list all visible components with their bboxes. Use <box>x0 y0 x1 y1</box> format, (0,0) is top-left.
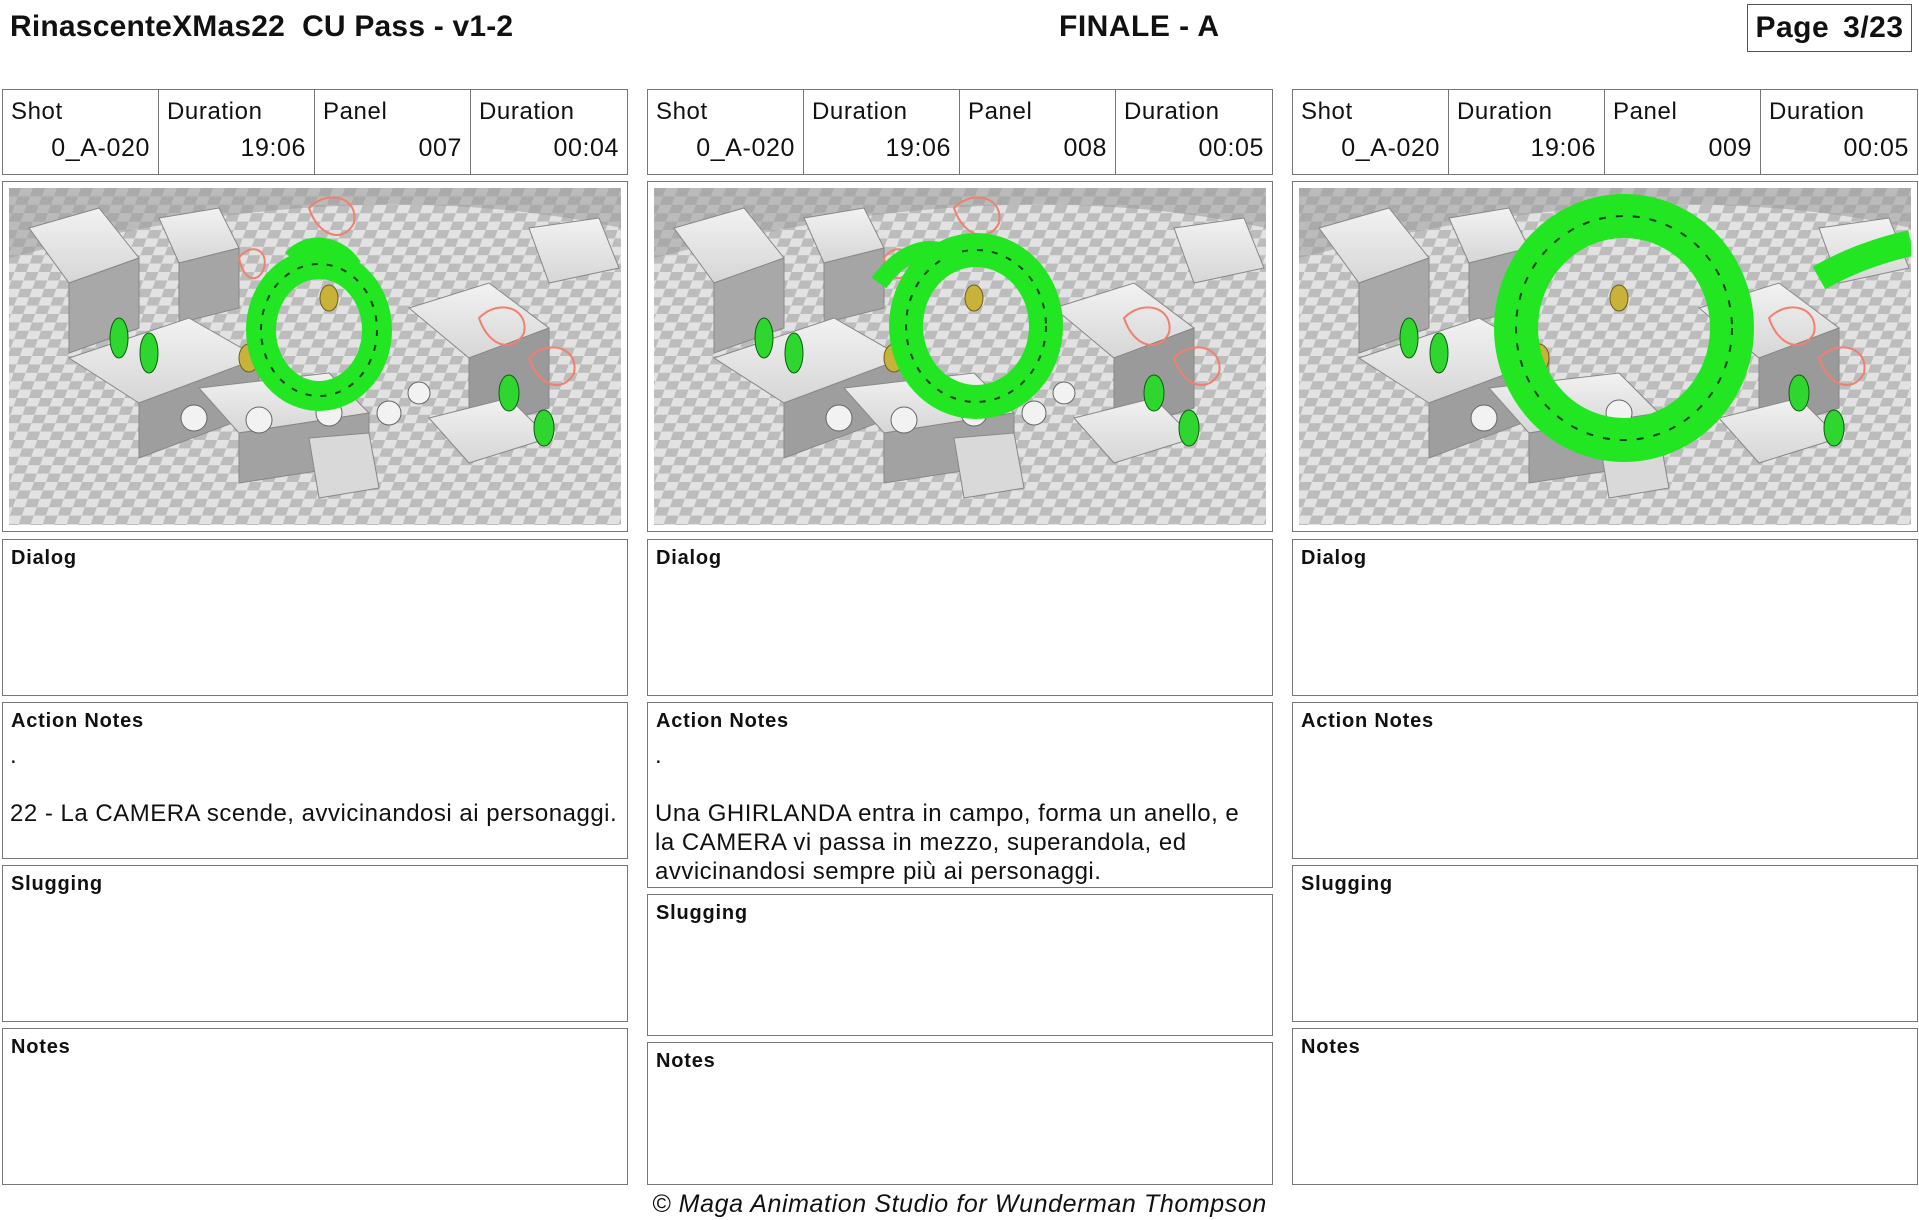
shot-duration-cell <box>804 90 960 174</box>
dialog-box <box>647 539 1273 696</box>
panel-value: 008 <box>1063 134 1107 162</box>
notes-label: Notes <box>1301 1036 1361 1058</box>
panel-frame-image <box>1292 181 1918 532</box>
action-notes-label: Action Notes <box>656 710 789 732</box>
page-indicator <box>1747 4 1912 52</box>
action-notes-box <box>2 702 628 859</box>
notes-box <box>1292 1028 1918 1185</box>
action-notes-label: Action Notes <box>11 710 144 732</box>
shot-label: Shot <box>11 98 63 125</box>
panel-cell <box>315 90 471 174</box>
panel-duration-label: Duration <box>1124 98 1220 125</box>
shot-label: Shot <box>1301 98 1353 125</box>
storyboard-drawing <box>654 188 1266 525</box>
shot-duration-value: 19:06 <box>885 134 951 162</box>
panel-duration-label: Duration <box>1769 98 1865 125</box>
storyboard-drawing <box>1299 188 1911 525</box>
panel-value: 009 <box>1708 134 1752 162</box>
panel-value: 007 <box>418 134 462 162</box>
notes-box <box>647 1042 1273 1185</box>
panel-meta-table <box>1292 89 1918 175</box>
panel-meta-table <box>647 89 1273 175</box>
notes-label: Notes <box>656 1050 716 1072</box>
shot-duration-value: 19:06 <box>1530 134 1596 162</box>
dialog-label: Dialog <box>1301 547 1367 569</box>
shot-value: 0_A-020 <box>696 134 795 162</box>
page-label: Page <box>1755 11 1830 44</box>
action-notes-text: . 22 - La CAMERA scende, avvicinandosi ai personaggi. <box>10 742 618 827</box>
panel-duration-value: 00:05 <box>1843 134 1909 162</box>
page-number: 3/23 <box>1843 11 1904 44</box>
panel-duration-cell <box>1761 90 1917 174</box>
document-title: RinascenteXMas22 CU Pass - v1-2 <box>10 10 514 43</box>
shot-duration-value: 19:06 <box>240 134 306 162</box>
panel-frame-image <box>647 181 1273 532</box>
dialog-label: Dialog <box>11 547 77 569</box>
shot-value: 0_A-020 <box>51 134 150 162</box>
shot-cell <box>1293 90 1449 174</box>
shot-duration-label: Duration <box>1457 98 1553 125</box>
panel-label: Panel <box>968 98 1033 125</box>
action-notes-box <box>647 702 1273 888</box>
action-notes-box <box>1292 702 1918 859</box>
panel-duration-value: 00:05 <box>1198 134 1264 162</box>
panel-duration-cell <box>471 90 627 174</box>
action-notes-label: Action Notes <box>1301 710 1434 732</box>
action-notes-text: . Una GHIRLANDA entra in campo, forma un anello, e la CAMERA vi passa in mezzo, superandola, ed avvicinandosi sempre più ai personaggi. <box>655 742 1240 885</box>
shot-duration-label: Duration <box>812 98 908 125</box>
slugging-box <box>647 894 1273 1036</box>
slugging-label: Slugging <box>11 873 103 895</box>
shot-cell <box>648 90 804 174</box>
panel-label: Panel <box>1613 98 1678 125</box>
panel-cell <box>1605 90 1761 174</box>
dialog-box <box>2 539 628 696</box>
shot-duration-cell <box>159 90 315 174</box>
shot-cell <box>3 90 159 174</box>
dialog-box <box>1292 539 1918 696</box>
storyboard-drawing <box>9 188 621 525</box>
notes-box <box>2 1028 628 1185</box>
panel-frame-image <box>2 181 628 532</box>
shot-duration-label: Duration <box>167 98 263 125</box>
copyright-footer: © Maga Animation Studio for Wunderman Thompson <box>652 1190 1267 1218</box>
scene-title: FINALE - A <box>1059 10 1220 43</box>
dialog-label: Dialog <box>656 547 722 569</box>
panel-meta-table <box>2 89 628 175</box>
shot-value: 0_A-020 <box>1341 134 1440 162</box>
slugging-box <box>1292 865 1918 1022</box>
slugging-box <box>2 865 628 1022</box>
panel-duration-value: 00:04 <box>553 134 619 162</box>
shot-label: Shot <box>656 98 708 125</box>
panel-label: Panel <box>323 98 388 125</box>
slugging-label: Slugging <box>656 902 748 924</box>
notes-label: Notes <box>11 1036 71 1058</box>
shot-duration-cell <box>1449 90 1605 174</box>
page-header <box>0 0 1919 80</box>
slugging-label: Slugging <box>1301 873 1393 895</box>
panel-duration-cell <box>1116 90 1272 174</box>
panel-cell <box>960 90 1116 174</box>
panel-duration-label: Duration <box>479 98 575 125</box>
